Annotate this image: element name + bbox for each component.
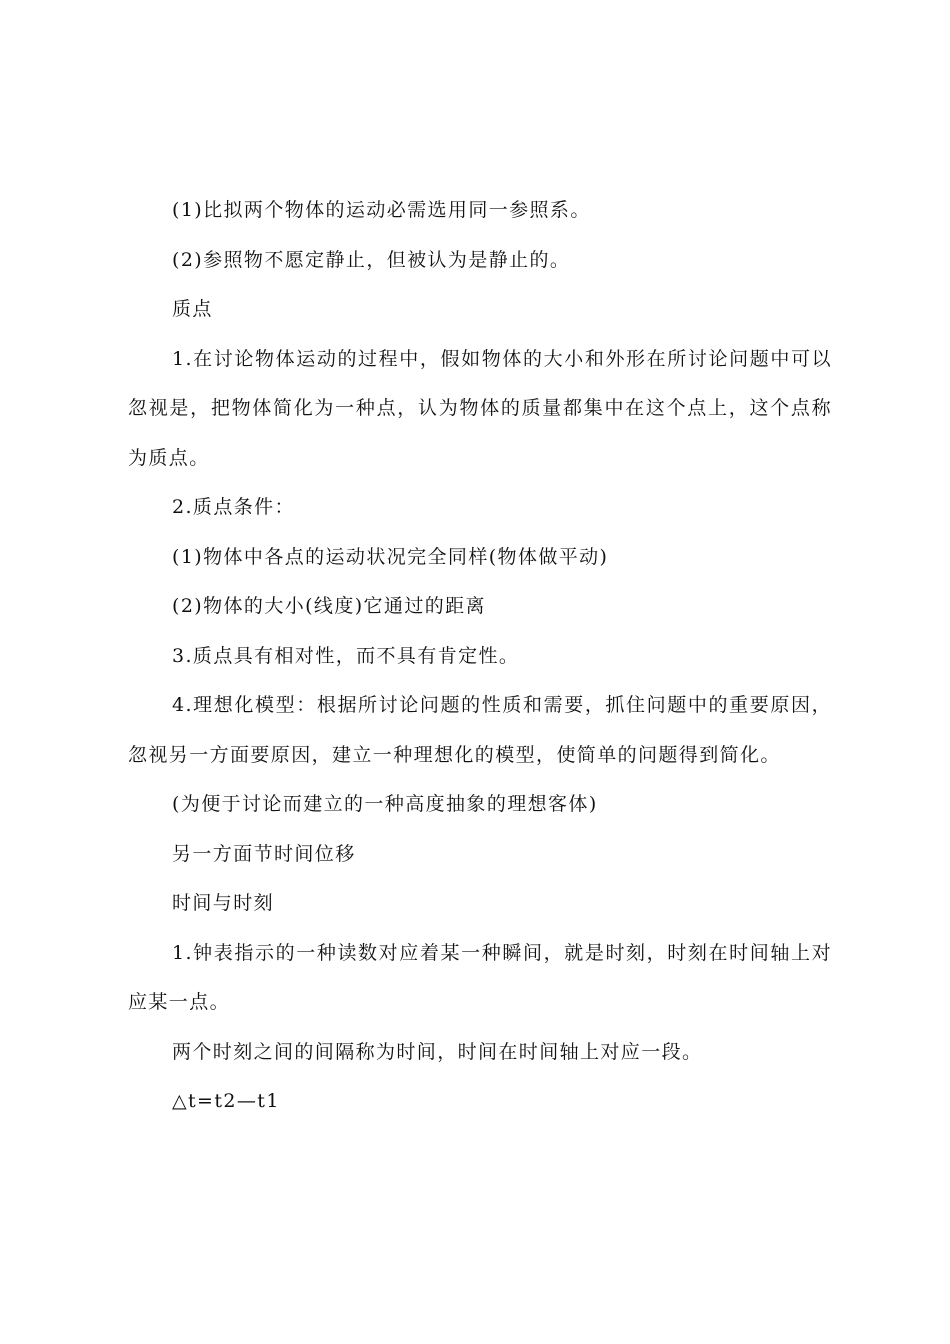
paragraph-ideal-model-note: (为便于讨论而建立的一种高度抽象的理想客体): [172, 793, 598, 815]
paragraph-condition-2: (2)物体的大小(线度)它通过的距离: [172, 595, 486, 617]
document-body: [128, 186, 832, 1127]
heading-particle: 质点: [172, 298, 213, 320]
paragraph-particle-conditions: 2.质点条件：: [172, 496, 295, 518]
heading-time-and-moment: 时间与时刻: [172, 892, 275, 914]
paragraph-relativity: 3.质点具有相对性，而不具有肯定性。: [172, 644, 520, 667]
paragraph-reference-frame-rule-1: (1)比拟两个物体的运动必需选用同一参照系。: [172, 199, 591, 221]
heading-time-displacement: 另一方面节时间位移: [172, 842, 356, 865]
paragraph-reference-frame-rule-2: (2)参照物不愿定静止，但被认为是静止的。: [172, 248, 571, 271]
paragraph-ideal-model: 4.理想化模型：根据所讨论问题的性质和需要，抓住问题中的重要原因，忽视另一方面要原因，建立一种理想化的模型，使简单的问题得到简化。: [128, 694, 832, 766]
paragraph-time-interval: 两个时刻之间的间隔称为时间，时间在时间轴上对应一段。: [172, 1040, 703, 1063]
paragraph-condition-1: (1)物体中各点的运动状况完全同样(物体做平动): [172, 545, 609, 568]
paragraph-moment-definition: 1.钟表指示的一种读数对应着某一种瞬间，就是时刻，时刻在时间轴上对应某一点。: [128, 941, 832, 1013]
paragraph-time-formula: △t=t2—t1: [172, 1090, 280, 1112]
paragraph-particle-definition: 1.在讨论物体运动的过程中，假如物体的大小和外形在所讨论问题中可以忽视是，把物体简化为一种点，认为物体的质量都集中在这个点上，这个点称为质点。: [128, 347, 832, 469]
